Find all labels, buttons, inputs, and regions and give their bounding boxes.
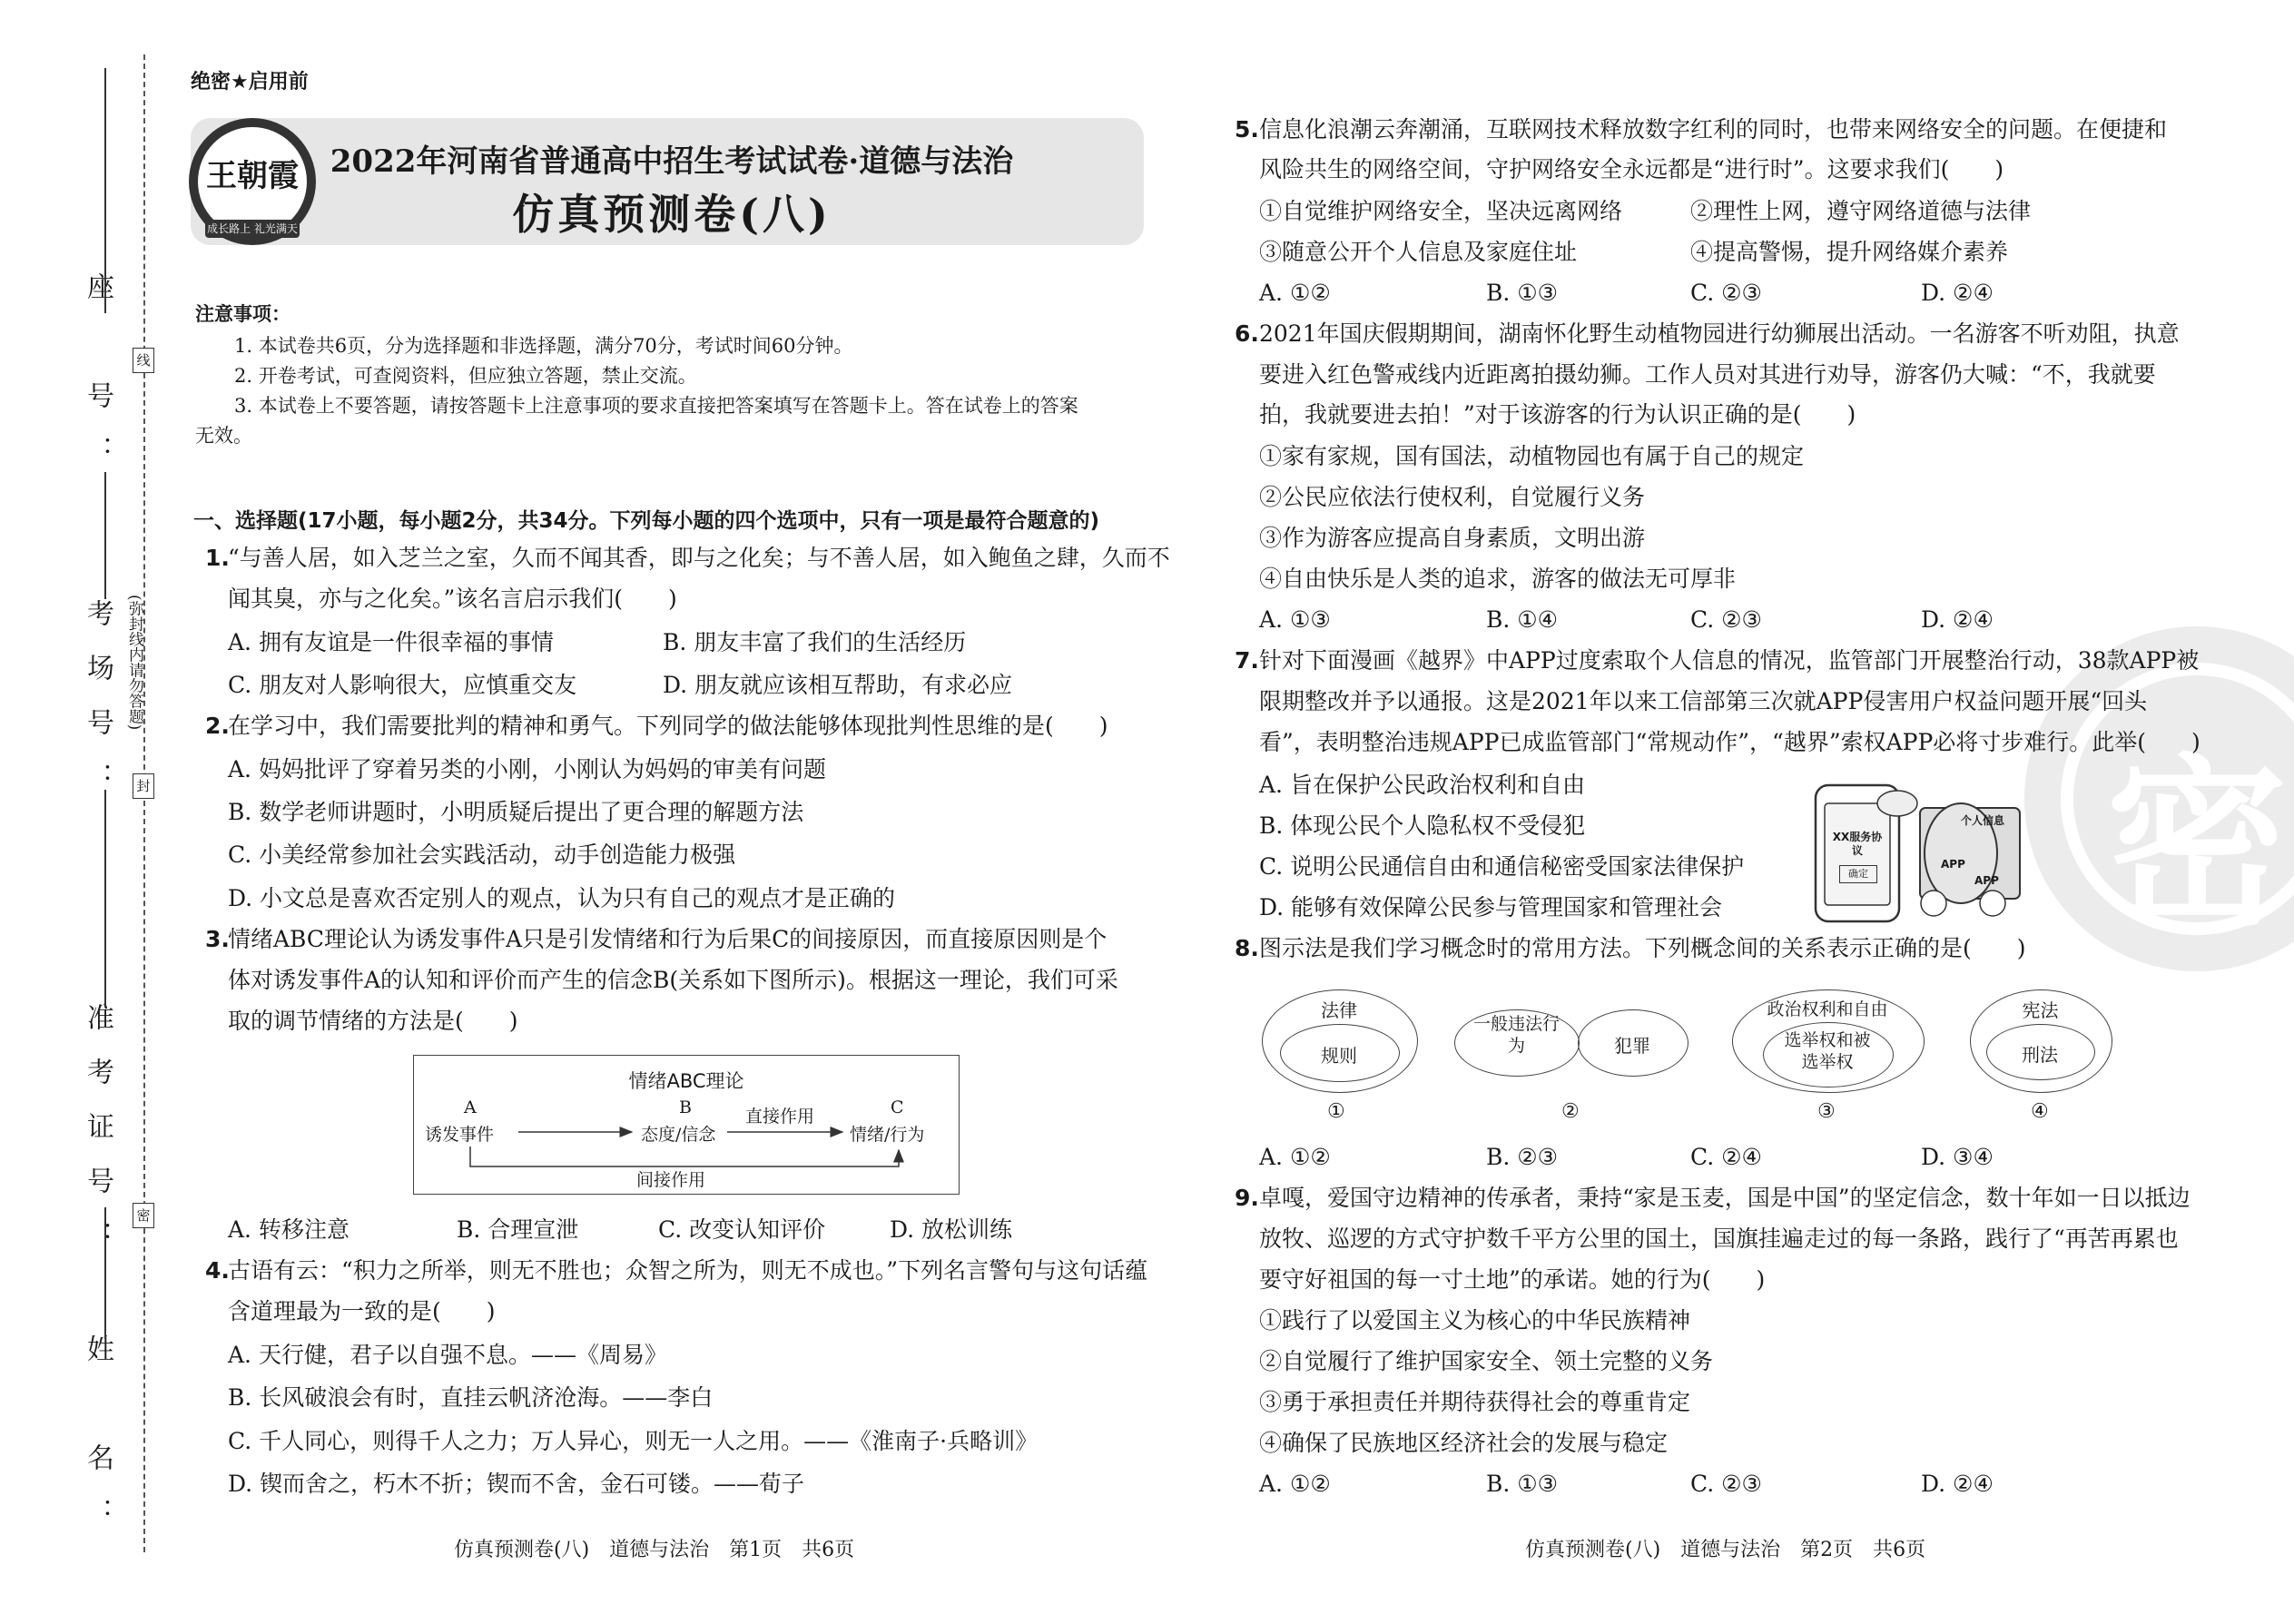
- q4-option-d: D. 锲而舍之，朽木不折；锲而不舍，金石可镂。——荀子: [228, 1471, 805, 1497]
- q6-stem: 2021年国庆假期期间，湖南怀化野生动植物园进行幼狮展出活动。一名游客不听劝阻，执意: [1259, 320, 2180, 347]
- logo-tag-2: 礼光满天: [253, 222, 298, 235]
- notice-item: 2. 开卷考试，可查阅资料，但应独立答题，禁止交流。: [234, 365, 697, 387]
- diagram-b-letter: B: [679, 1097, 692, 1117]
- name-line: [104, 1207, 106, 1339]
- notice-item: 无效。: [195, 425, 252, 447]
- q3-option-d: D. 放松训练: [890, 1216, 1013, 1243]
- admission-number-line: [104, 790, 106, 1008]
- cartoon-app-label: APP: [1974, 874, 1999, 887]
- q9-item-4: ④确保了民族地区经济社会的发展与稳定: [1259, 1430, 1669, 1456]
- seal-note: (弥封线内请勿答题): [125, 595, 143, 731]
- concept-fig-4-number: ④: [2031, 1100, 2049, 1123]
- q3-option-b: B. 合理宣泄: [457, 1216, 579, 1243]
- q7-stem: 针对下面漫画《越界》中APP过度索取个人信息的情况，监管部门开展整治行动，38款APP被: [1259, 647, 2200, 674]
- section-heading: 一、选择题(17小题，每小题2分，共34分。下列每小题的四个选项中，只有一项是最符合题意的): [193, 509, 1100, 533]
- q2-option-a: A. 妈妈批评了穿着另类的小刚，小刚认为妈妈的审美有问题: [228, 756, 826, 782]
- q3-stem: 情绪ABC理论认为诱发事件A只是引发情绪和行为后果C的间接原因，而直接原因则是个: [228, 926, 1108, 952]
- q8-option-a: A. ①②: [1259, 1144, 1331, 1170]
- cartoon-box-label: 个人信息: [1961, 814, 2005, 827]
- concept-fig-1-number: ①: [1327, 1100, 1345, 1123]
- q1-option-c: C. 朋友对人影响很大，应慎重交友: [228, 672, 577, 698]
- q6-stem: 拍，我就要进去拍！”对于该游客的行为认识正确的是( ): [1259, 401, 1856, 428]
- q9-number: 9.: [1235, 1185, 1259, 1211]
- q7-stem: 限期整改并予以通报。这是2021年以来工信部第三次就APP侵害用户权益问题开展“回头: [1259, 688, 2148, 714]
- q2-stem: 在学习中，我们需要批判的精神和勇气。下列同学的做法能够体现批判性思维的是( ): [228, 713, 1108, 739]
- q9-stem: 要守好祖国的每一寸土地”的承诺。她的行为( ): [1259, 1266, 1766, 1293]
- q7-number: 7.: [1235, 647, 1259, 674]
- q9-stem: 卓嘎，爱国守边精神的传承者，秉持“家是玉麦，国是中国”的坚定信念，数十年如一日以抵边: [1259, 1185, 2191, 1211]
- concept-fig-2-right-label: 犯罪: [1614, 1035, 1650, 1057]
- concept-fig-2-left-label: 一般违法行为: [1472, 1014, 1560, 1056]
- q6-option-c: C. ②③: [1690, 606, 1762, 633]
- q9-option-c: C. ②③: [1690, 1471, 1762, 1497]
- seat-number-label: 座 号：: [82, 272, 113, 490]
- q1-option-d: D. 朋友就应该相互帮助，有求必应: [663, 672, 1013, 698]
- q6-item-4: ④自由快乐是人类的追求，游客的做法无可厚非: [1259, 566, 1737, 592]
- seal-line-mark: 线: [133, 348, 154, 373]
- cartoon-confirm-button: 确定: [1839, 865, 1877, 883]
- notice-list: [234, 331, 1078, 421]
- q1-stem: “与善人居，如入芝兰之室，久而不闻其香，即与之化矣；与不善人居，如入鲍鱼之肆，久而不: [228, 545, 1170, 571]
- q8-number: 8.: [1235, 935, 1259, 961]
- q5-item-4: ④提高警惕，提升网络媒介素养: [1690, 239, 2009, 265]
- q3-stem: 取的调节情绪的方法是( ): [228, 1008, 518, 1034]
- q5-option-a: A. ①②: [1259, 280, 1331, 306]
- q7-option-c: C. 说明公民通信自由和通信秘密受国家法律保护: [1259, 853, 1745, 880]
- q5-number: 5.: [1235, 116, 1259, 143]
- concept-fig-3-number: ③: [1817, 1100, 1836, 1123]
- diagram-direct-label: 直接作用: [745, 1107, 815, 1127]
- q1-option-b: B. 朋友丰富了我们的生活经历: [663, 629, 967, 655]
- q1-number: 1.: [205, 545, 230, 571]
- q8-option-b: B. ②③: [1486, 1144, 1559, 1170]
- diagram-c-letter: C: [891, 1097, 904, 1117]
- q1-option-a: A. 拥有友谊是一件很幸福的事情: [228, 629, 554, 655]
- confidential-mark: 绝密★启用前: [191, 71, 309, 94]
- q9-stem: 放牧、巡逻的方式守护数千平方公里的国土，国旗挂遍走过的每一条路，践行了“再苦再累也: [1259, 1225, 2179, 1252]
- q4-option-a: A. 天行健，君子以自强不息。——《周易》: [228, 1342, 667, 1368]
- concept-fig-3-inner-label: 选举权和被选举权: [1784, 1030, 1871, 1072]
- q2-option-b: B. 数学老师讲题时，小明质疑后提出了更合理的解题方法: [228, 799, 804, 825]
- q7-option-a: A. 旨在保护公民政治权利和自由: [1259, 772, 1585, 798]
- q5-option-d: D. ②④: [1921, 280, 1994, 306]
- q6-option-b: B. ①④: [1486, 606, 1559, 633]
- q5-item-1: ①自觉维护网络安全，坚决远离网络: [1259, 198, 1623, 224]
- q6-item-1: ①家有家规，国有国法，动植物园也有属于自己的规定: [1259, 443, 1805, 469]
- q9-option-a: A. ①②: [1259, 1471, 1331, 1497]
- diagram-arrows: [414, 1056, 959, 1194]
- page-footer-right: 仿真预测卷(八) 道德与法治 第2页 共6页: [1525, 1539, 1926, 1561]
- q8-option-c: C. ②④: [1690, 1144, 1762, 1170]
- seal-secret-mark: 密: [133, 1203, 154, 1228]
- exam-subtitle: 仿真预测卷(八): [512, 190, 832, 239]
- watermark-character: 密: [2105, 737, 2288, 950]
- concept-fig-1-outer-label: 法律: [1321, 999, 1357, 1021]
- q3-option-a: A. 转移注意: [228, 1216, 350, 1243]
- concept-fig-3-outer-label: 政治权利和自由: [1767, 999, 1888, 1019]
- exam-title: 2022年河南省普通高中招生考试试卷·道德与法治: [330, 143, 1014, 180]
- q5-item-2: ②理性上网，遵守网络道德与法律: [1690, 198, 2032, 224]
- exam-room-label: 考场号：: [82, 599, 113, 817]
- q8-option-d: D. ③④: [1921, 1144, 1994, 1170]
- q5-stem: 信息化浪潮云奔潮涌，互联网技术释放数字红利的同时，也带来网络安全的问题。在便捷和: [1259, 116, 2168, 143]
- exam-room-line: [104, 472, 106, 599]
- q2-option-c: C. 小美经常参加社会实践活动，动手创造能力极强: [228, 842, 736, 868]
- q5-option-b: B. ①③: [1486, 280, 1559, 306]
- q6-option-d: D. ②④: [1921, 606, 1994, 633]
- q9-item-2: ②自觉履行了维护国家安全、领土完整的义务: [1259, 1348, 1714, 1374]
- q5-option-c: C. ②③: [1690, 280, 1762, 306]
- cartoon-phone-text: XX服务协议: [1832, 831, 1883, 857]
- diagram-indirect-label: 间接作用: [636, 1170, 706, 1190]
- q4-stem: 含道理最为一致的是( ): [228, 1298, 496, 1324]
- name-label: 姓 名：: [82, 1334, 113, 1552]
- q7-stem: 看”，表明整治违规APP已成监管部门“常规动作”，“越界”索权APP必将寸步难行。此举( ): [1259, 729, 2200, 755]
- q9-item-1: ①践行了以爱国主义为核心的中华民族精神: [1259, 1307, 1691, 1334]
- logo-tag-1: 成长路上: [207, 222, 251, 235]
- q3-stem: 体对诱发事件A的认知和评价而产生的信念B(关系如下图所示)。根据这一理论，我们可采: [228, 967, 1118, 993]
- q9-option-d: D. ②④: [1921, 1471, 1994, 1497]
- concept-fig-4-outer-label: 宪法: [2022, 999, 2059, 1021]
- q3-option-c: C. 改变认知评价: [658, 1216, 826, 1243]
- q4-option-b: B. 长风破浪会有时，直挂云帆济沧海。——李白: [228, 1384, 714, 1411]
- seal-seal-mark: 封: [133, 773, 154, 799]
- cartoon-app-label: APP: [1941, 858, 1965, 871]
- page-footer-left: 仿真预测卷(八) 道德与法治 第1页 共6页: [454, 1539, 855, 1561]
- q6-number: 6.: [1235, 320, 1259, 347]
- notice-item: 3. 本试卷上不要答题，请按答题卡上注意事项的要求直接把答案填写在答题卡上。答在试卷上的答案: [234, 395, 1078, 417]
- q7-option-b: B. 体现公民个人隐私权不受侵犯: [1259, 812, 1586, 839]
- concept-fig-1-inner-label: 规则: [1321, 1045, 1357, 1067]
- diagram-b-text: 态度/信念: [641, 1125, 716, 1145]
- notice-item: 1. 本试卷共6页，分为选择题和非选择题，满分70分，考试时间60分钟。: [234, 335, 853, 357]
- q5-stem: 风险共生的网络空间，守护网络安全永远都是“进行时”。这要求我们( ): [1259, 156, 2004, 182]
- concept-fig-2-number: ②: [1561, 1100, 1580, 1123]
- q4-stem: 古语有云：“积力之所举，则无不胜也；众智之所为，则无不成也。”下列名言警句与这句话蕴: [228, 1257, 1148, 1284]
- q7-option-d: D. 能够有效保障公民参与管理国家和管理社会: [1259, 894, 1723, 920]
- notice-heading: 注意事项：: [195, 303, 290, 325]
- q5-item-3: ③随意公开个人信息及家庭住址: [1259, 239, 1578, 265]
- diagram-a-letter: A: [464, 1097, 477, 1117]
- secret-watermark: [2024, 626, 2294, 971]
- binding-dash-line: [143, 54, 145, 1552]
- q4-number: 4.: [205, 1257, 230, 1284]
- abc-theory-diagram: [413, 1055, 960, 1195]
- q2-number: 2.: [205, 713, 230, 739]
- diagram-title: 情绪ABC理论: [628, 1070, 744, 1092]
- logo-name: 王朝霞: [206, 158, 299, 194]
- q1-stem: 闻其臭，亦与之化矣。”该名言启示我们( ): [228, 586, 677, 612]
- admission-number-label: 准考证号：: [82, 1003, 113, 1275]
- q6-item-3: ③作为游客应提高自身素质，文明出游: [1259, 525, 1646, 551]
- diagram-c-text: 情绪/行为: [850, 1125, 925, 1145]
- cartoon-overreach: [1807, 767, 2033, 926]
- diagram-a-text: 诱发事件: [425, 1125, 495, 1145]
- q6-item-2: ②公民应依法行使权利，自觉履行义务: [1259, 484, 1646, 510]
- q9-item-3: ③勇于承担责任并期待获得社会的尊重肯定: [1259, 1389, 1691, 1415]
- concept-fig-4-inner-label: 刑法: [2022, 1044, 2058, 1066]
- q3-number: 3.: [205, 926, 230, 952]
- q9-option-b: B. ①③: [1486, 1471, 1559, 1497]
- q8-stem: 图示法是我们学习概念时的常用方法。下列概念间的关系表示正确的是( ): [1259, 935, 2026, 961]
- q2-option-d: D. 小文总是喜欢否定别人的观点，认为只有自己的观点才是正确的: [228, 885, 896, 911]
- q6-option-a: A. ①③: [1259, 606, 1331, 633]
- q6-stem: 要进入红色警戒线内近距离拍摄幼狮。工作人员对其进行劝导，游客仍大喊：“不，我就要: [1259, 361, 2156, 388]
- q4-option-c: C. 千人同心，则得千人之力；万人异心，则无一人之用。——《淮南子·兵略训》: [228, 1428, 1039, 1454]
